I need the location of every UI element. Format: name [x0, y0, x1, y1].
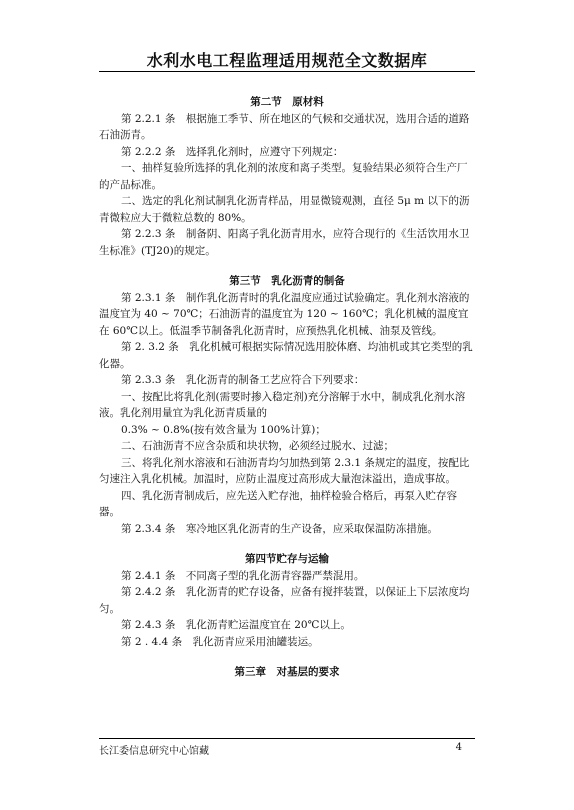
- section-heading: 第二节 原材料: [250, 96, 324, 108]
- paragraph: 第 2.3.4 条 寒冷地区乳化沥青的生产设备，应采取保温防冻措施。: [121, 522, 438, 535]
- paragraph: 0.3% ~ 0.8%(按有效含量为 100%计算)；: [121, 423, 326, 436]
- paragraph: 三、将乳化剂水溶液和石油沥青均匀加热到第 2.3.1 条规定的温度，按配比匀速注入乳化机械。加温时，应防止温度过高形成大量泡沫溢出，造成事故。: [99, 456, 470, 485]
- paragraph: 第 2.4.3 条 乳化沥青贮运温度宜在 20℃以上。: [121, 619, 351, 631]
- paragraph: 第 2.2.3 条 制备阴、阳离子乳化沥青用水，应符合现行的《生活饮用水卫生标准》(TJ20)的规定。: [99, 228, 470, 257]
- document-body: [99, 94, 475, 681]
- paragraph: 第 2.4.2 条 乳化沥青的贮存设备，应备有搅拌装置，以保证上下层浓度均匀。: [99, 586, 470, 615]
- header-divider: [99, 71, 475, 72]
- paragraph: 二、选定的乳化剂试制乳化沥青样品，用显微镜观测，直径 5μ m 以下的沥青微粒应大于微粒总数的 80%。: [99, 195, 470, 224]
- paragraph: 第 2 . 4.4 条 乳化沥青应采用油罐装运。: [121, 635, 319, 648]
- paragraph: 一、抽样复验所选择的乳化剂的浓度和离子类型。复验结果必须符合生产厂的产品标准。: [99, 162, 468, 191]
- page-number: 4: [455, 742, 462, 753]
- section-heading: 第三节 乳化沥青的制备: [229, 275, 345, 287]
- paragraph: 第 2.4.1 条 不同离子型的乳化沥青容器严禁混用。: [121, 569, 365, 582]
- paragraph: 第 2.2.1 条 根据施工季节、所在地区的气候和交通状况，选用合适的道路石油沥青。: [99, 112, 470, 141]
- chapter-heading: 第三章 对基层的要求: [234, 666, 340, 678]
- footer-divider: [99, 738, 475, 739]
- section-heading: 第四节贮存与运输: [245, 553, 329, 565]
- paragraph: 第 2.3.3 条 乳化沥青的制备工艺应符合下列要求：: [121, 374, 365, 386]
- paragraph: 四、乳化沥青制成后，应先送入贮存池，抽样检验合格后，再泵入贮存容器。: [99, 489, 457, 518]
- paragraph: 第 2. 3.2 条 乳化机械可根据实际情况选用胶体磨、均油机或其它类型的乳化器。: [99, 341, 473, 370]
- paragraph: 第 2.2.2 条 选择乳化剂时，应遵守下列规定：: [121, 145, 344, 158]
- paragraph: 一、按配比将乳化剂(需要时掺入稳定剂)充分溶解于水中，制成乳化剂水溶液。乳化剂用量宜为乳化沥青质量的: [99, 390, 466, 419]
- paragraph: 二、石油沥青不应含杂质和块状物，必须经过脱水、过滤；: [121, 440, 394, 452]
- paragraph: 第 2.3.1 条 制作乳化沥青时的乳化温度应通过试验确定。乳化剂水溶液的温度宜为 40 ~ 70℃；石油沥青的温度宜为 120 ~ 160℃；乳化机械的温度宜在 60℃以上。低温季节制备乳化沥青时，应预热乳化机械、油泵及管线。: [99, 291, 470, 337]
- footer-org: 长江委信息研究中心馆藏: [99, 746, 209, 757]
- page-header-title: 水利水电工程监理适用规范全文数据库: [146, 51, 428, 70]
